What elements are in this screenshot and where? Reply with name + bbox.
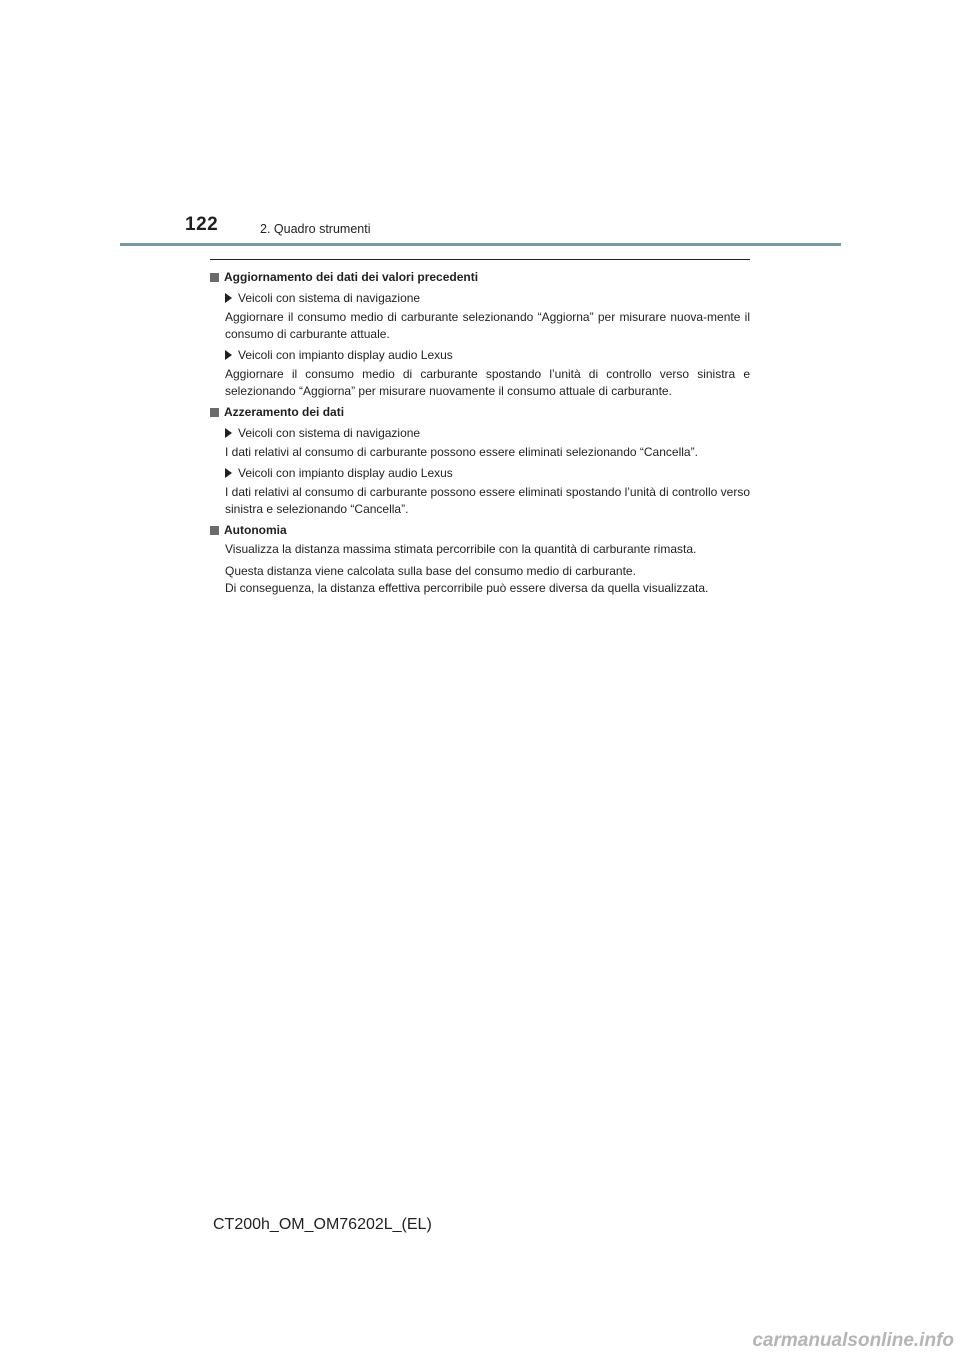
triangle-bullet-icon (225, 468, 232, 478)
footer-code: CT200h_OM_OM76202L_(EL) (213, 1216, 432, 1233)
paragraph: Aggiornare il consumo medio di carburante spostando l’unità di controllo verso sinistra e selezionando “Aggiorna” per misurare nuovamente il consumo attuale di carburante. (225, 367, 750, 398)
section-aggiornamento (210, 268, 750, 400)
paragraph: Visualizza la distanza massima stimata percorribile con la quantità di carburante rimasta. (225, 542, 697, 556)
section-autonomia (210, 521, 750, 597)
section-heading: Azzeramento dei dati (210, 403, 750, 421)
section-heading: Autonomia (210, 521, 750, 539)
section-heading: Aggiornamento dei dati dei valori precedenti (210, 268, 750, 286)
paragraph: Aggiornare il consumo medio di carburante selezionando “Aggiorna” per misurare nuova-mente il consumo di carburante attuale. (225, 310, 750, 341)
square-bullet-icon (210, 526, 219, 535)
page-number: 122 (185, 214, 219, 235)
header-rule (120, 243, 841, 246)
square-bullet-icon (210, 273, 219, 282)
sub-item-label: Veicoli con impianto display audio Lexus (225, 346, 750, 364)
paragraph: I dati relativi al consumo di carburante possono essere eliminati spostando l’unità di controllo verso sinistra e selezionando “Cancella”. (225, 485, 750, 516)
content (210, 259, 750, 600)
sub-item-label: Veicoli con sistema di navigazione (225, 289, 750, 307)
triangle-bullet-icon (225, 428, 232, 438)
square-bullet-icon (210, 408, 219, 417)
triangle-bullet-icon (225, 293, 232, 303)
sub-item-label: Veicoli con sistema di navigazione (225, 424, 750, 442)
chapter-title: 2. Quadro strumenti (260, 222, 371, 236)
paragraph: I dati relativi al consumo di carburante possono essere eliminati selezionando “Cancella”. (225, 445, 698, 459)
sub-item-label: Veicoli con impianto display audio Lexus (225, 464, 750, 482)
paragraph: Questa distanza viene calcolata sulla base del consumo medio di carburante. Di conseguenza, la distanza effettiva percorribile può essere diversa da quella visualizzata. (225, 564, 709, 595)
watermark: carmanualsonline.info (752, 1330, 954, 1351)
triangle-bullet-icon (225, 350, 232, 360)
section-azzeramento (210, 403, 750, 518)
